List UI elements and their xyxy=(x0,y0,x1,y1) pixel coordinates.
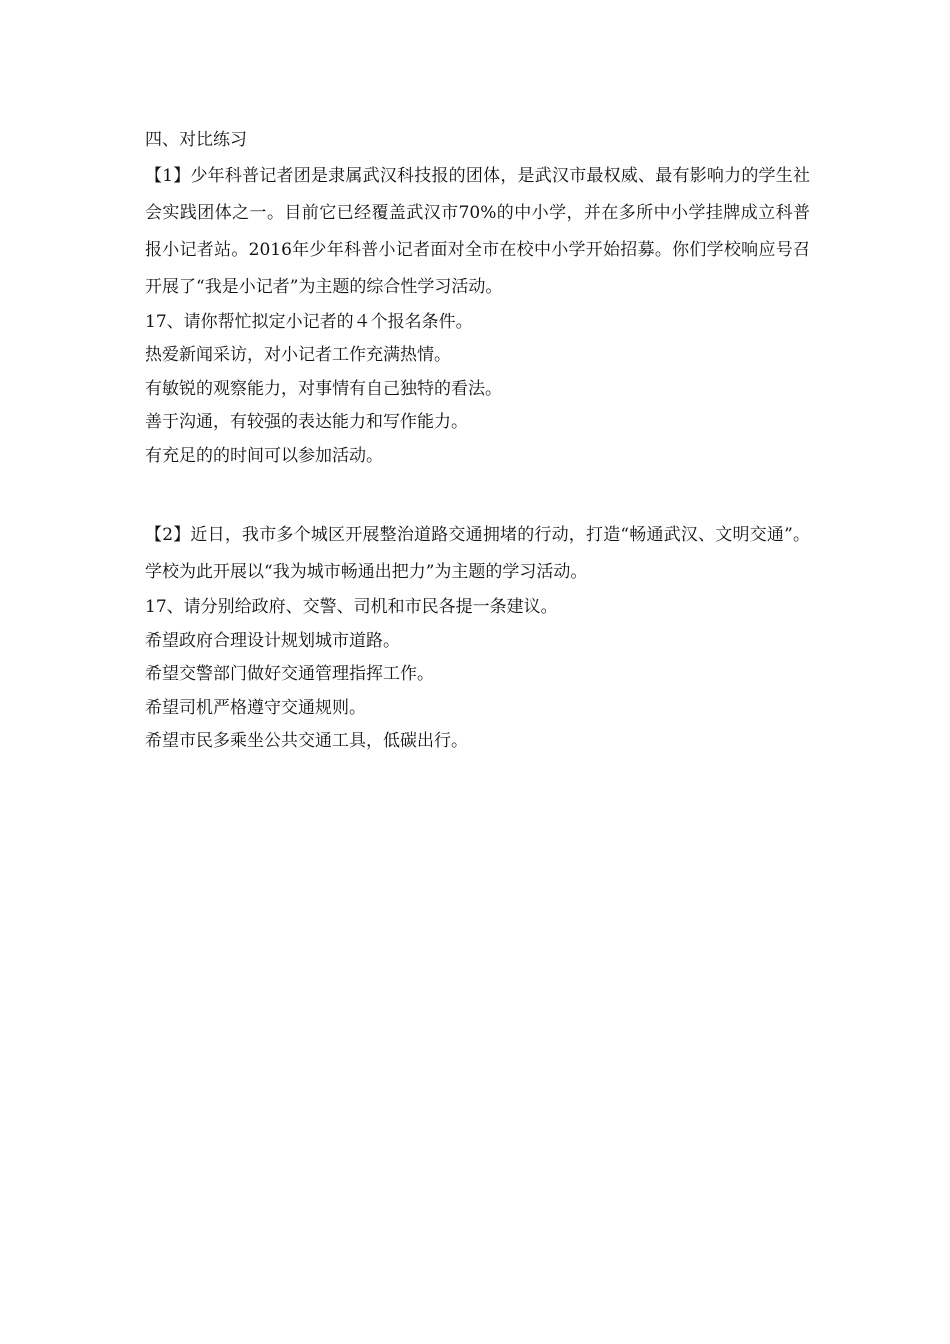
document-body xyxy=(145,124,810,759)
answer-2-3: 希望司机严格遵守交通规则。 xyxy=(145,697,366,718)
answer-1-3: 善于沟通，有较强的表达能力和写作能力。 xyxy=(145,412,468,432)
answer-2-4: 希望市民多乘坐公共交通工具，低碳出行。 xyxy=(145,731,468,751)
answer-2-2: 希望交警部门做好交通管理指挥工作。 xyxy=(145,664,434,684)
question-1: 17、请你帮忙拟定小记者的４个报名条件。 xyxy=(145,311,473,332)
question-2: 17、请分别给政府、交警、司机和市民各提一条建议。 xyxy=(145,597,558,617)
passage-2: 【2】近日，我市多个城区开展整治道路交通拥堵的行动，打造“畅通武汉、文明交通”。学校为此开展以“我为城市畅通出把力”为主题的学习活动。 xyxy=(145,525,810,582)
answer-1-4: 有充足的的时间可以参加活动。 xyxy=(145,445,383,466)
answer-1-2: 有敏锐的观察能力，对事情有自己独特的看法。 xyxy=(145,378,502,399)
answer-2-1: 希望政府合理设计规划城市道路。 xyxy=(145,630,400,651)
section-gap xyxy=(145,473,810,517)
passage-1: 【1】少年科普记者团是隶属武汉科技报的团体，是武汉市最权威、最有影响力的学生社会实践团体之一。目前它已经覆盖武汉市70%的中小学，并在多所中小学挂牌成立科普报小记者站。2016年少年科普小记者面对全市在校中小学开始招募。你们学校响应号召开展了“我是小记者”为主题的综合性学习活动。 xyxy=(145,165,810,297)
section-title: 四、对比练习 xyxy=(145,130,247,150)
answer-1-1: 热爱新闻采访，对小记者工作充满热情。 xyxy=(145,345,451,365)
